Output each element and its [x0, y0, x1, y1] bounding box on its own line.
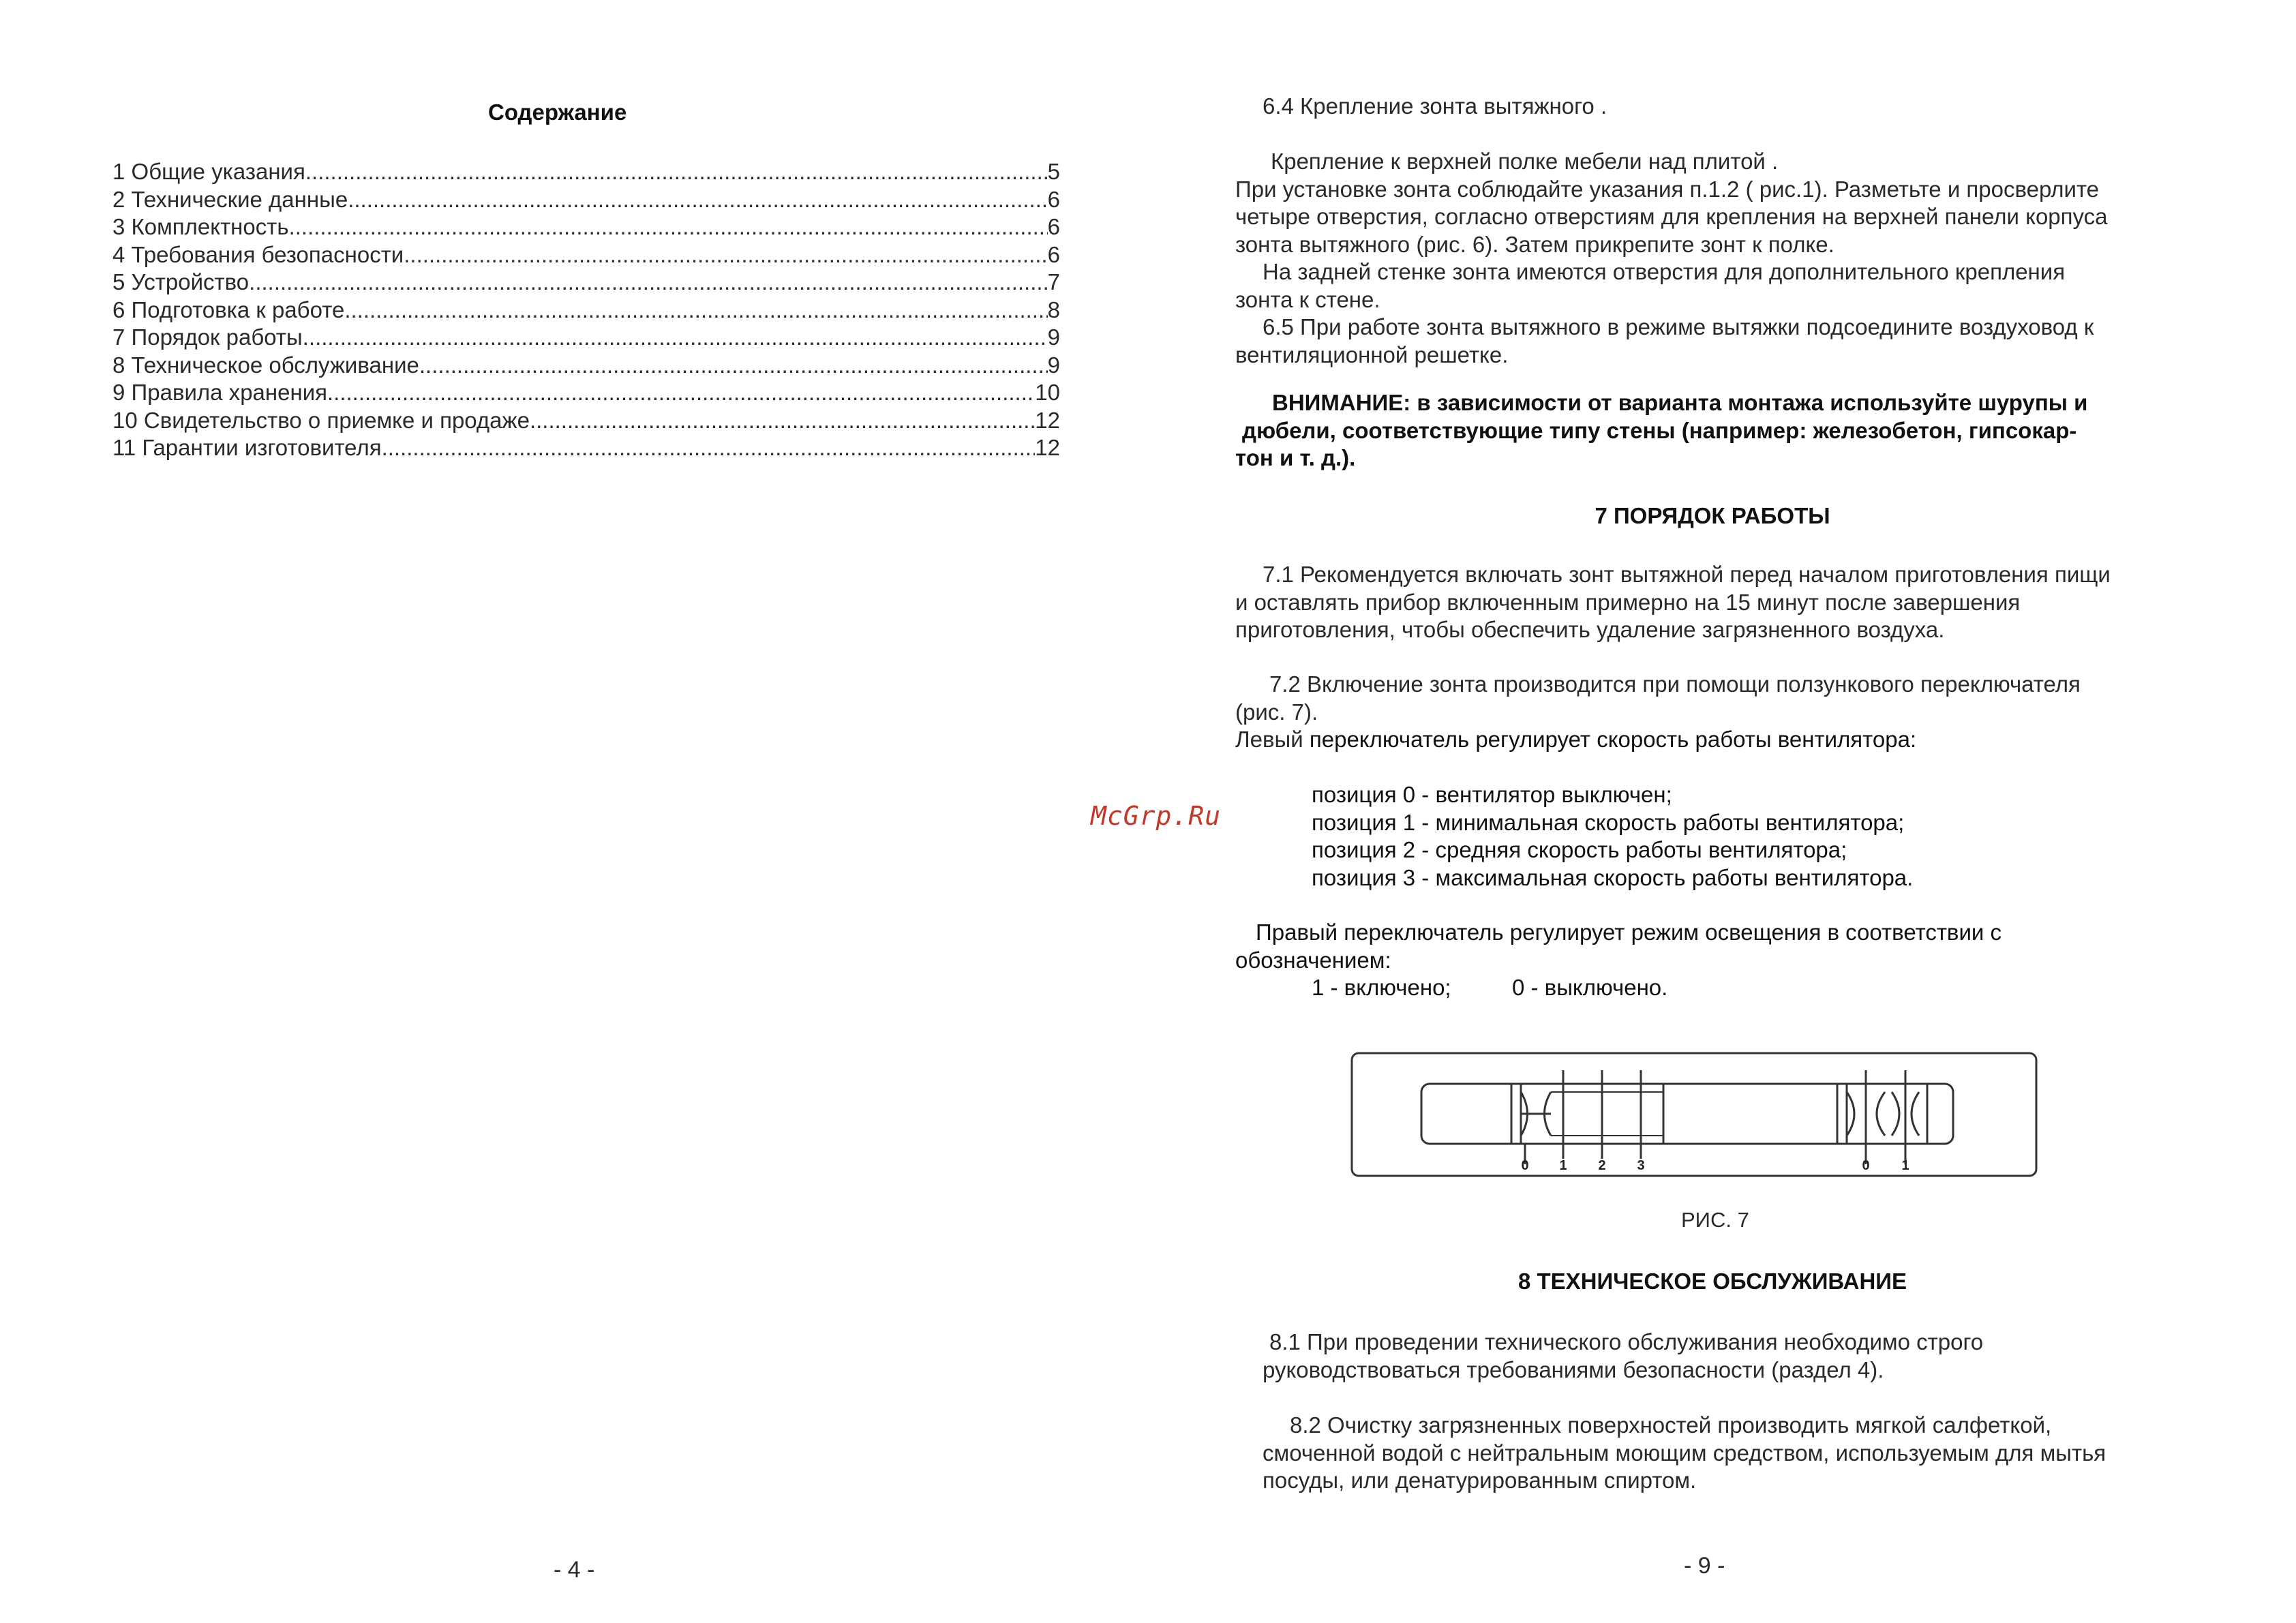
toc-item-label: 11 Гарантии изготовителя — [112, 435, 382, 460]
toc-leader — [305, 158, 1048, 186]
fan-position-label: 0 — [1521, 1158, 1529, 1173]
paragraph-line: зонта к стене. — [1235, 286, 1380, 312]
paragraph-line: вентиляционной решетке. — [1235, 342, 1509, 367]
toc-leader — [289, 213, 1048, 241]
toc-item[interactable] — [112, 434, 1060, 462]
toc-item[interactable] — [112, 269, 1060, 297]
toc-leader — [419, 352, 1048, 380]
figure-7-switch-panel — [1346, 1050, 2042, 1183]
toc-item[interactable] — [112, 407, 1060, 435]
paragraph-line: приготовления, чтобы обеспечить удаление загрязненного воздуха. — [1235, 617, 1945, 642]
warning-line: ВНИМАНИЕ: в зависимости от варианта монтажа используйте шурупы и — [1272, 390, 2088, 415]
toc-item-page: 6 — [1047, 214, 1060, 239]
toc-item-page: 10 — [1035, 380, 1060, 405]
paragraph-line: и оставлять прибор включенным примерно на 15 минут после завершения — [1235, 589, 2021, 615]
light-position-label: 1 — [1901, 1158, 1909, 1173]
left-switch-prefix: Левый — [1235, 727, 1310, 752]
paragraph-line: (рис. 7). — [1235, 699, 1318, 725]
toc-item-page: 8 — [1047, 297, 1060, 322]
paragraph-line — [1235, 726, 1916, 754]
fan-position-label: 2 — [1598, 1158, 1606, 1173]
toc-item-label: 1 Общие указания — [112, 159, 305, 184]
toc-item[interactable] — [112, 324, 1060, 352]
toc-item[interactable] — [112, 186, 1060, 214]
list-item: позиция 1 - минимальная скорость работы вентилятора; — [1312, 809, 1905, 835]
toc-item-page: 9 — [1047, 324, 1060, 350]
page-number-right: - 9 - — [1684, 1553, 1725, 1579]
watermark: McGrp.Ru — [1091, 801, 1222, 831]
toc-item-page: 12 — [1035, 435, 1060, 460]
list-item: позиция 3 - максимальная скорость работы вентилятора. — [1312, 864, 1914, 890]
toc-leader — [303, 324, 1048, 352]
toc-item[interactable] — [112, 241, 1060, 269]
paragraph-line: посуды, или денатурированным спиртом. — [1263, 1468, 1697, 1493]
toc-item[interactable] — [112, 297, 1060, 324]
list-item: позиция 2 - средняя скорость работы вентилятора; — [1312, 837, 1847, 862]
toc-item-label: 9 Правила хранения — [112, 380, 327, 405]
paragraph-line: смоченной водой с нейтральным моющим средством, используемым для мытья — [1263, 1440, 2106, 1466]
paragraph-line: Крепление к верхней полке мебели над плитой . — [1271, 149, 1779, 174]
paragraph-line: руководствоваться требованиями безопасности (раздел 4). — [1263, 1356, 1884, 1382]
toc-item-page: 5 — [1047, 159, 1060, 184]
toc-item-label: 5 Устройство — [112, 269, 250, 294]
toc-item-page: 7 — [1047, 269, 1060, 294]
left-switch-text: переключатель регулирует скорость работы вентилятора: — [1309, 727, 1917, 752]
paragraph-line: Правый переключатель регулирует режим освещения в соответствии с — [1256, 920, 2002, 945]
toc-leader — [382, 434, 1036, 462]
fan-position-label: 3 — [1637, 1158, 1645, 1173]
list-item: позиция 0 - вентилятор выключен; — [1312, 782, 1672, 807]
figure-caption: РИС. 7 — [1681, 1208, 1749, 1232]
page-number-left: - 4 - — [554, 1557, 595, 1583]
light-on-label: 1 - включено; — [1312, 975, 1451, 1000]
toc-item-page: 6 — [1047, 186, 1060, 212]
paragraph-line: обозначением: — [1235, 947, 1391, 973]
toc-item[interactable] — [112, 158, 1060, 186]
section-6-4-heading: 6.4 Крепление зонта вытяжного . — [1263, 93, 1607, 119]
slider-track — [1421, 1084, 1953, 1144]
panel-outline — [1352, 1053, 2036, 1176]
toc-leader — [249, 269, 1047, 297]
toc-item-page: 9 — [1047, 352, 1060, 378]
toc-item-page: 6 — [1047, 241, 1060, 267]
toc-item[interactable] — [112, 379, 1060, 407]
toc-item-page: 12 — [1035, 407, 1060, 433]
paragraph-line: зонта вытяжного (рис. 6). Затем прикрепите зонт к полке. — [1235, 231, 1834, 257]
toc-leader — [348, 186, 1047, 214]
paragraph-line: 7.1 Рекомендуется включать зонт вытяжной перед началом приготовления пищи — [1263, 562, 2111, 587]
warning-line: тон и т. д.). — [1235, 445, 1356, 470]
toc-leader — [327, 379, 1035, 407]
fan-position-label: 1 — [1559, 1158, 1567, 1173]
toc-item-label: 4 Требования безопасности — [112, 241, 404, 267]
toc-item-label: 7 Порядок работы — [112, 324, 303, 350]
toc-item-label: 6 Подготовка к работе — [112, 297, 345, 322]
toc-leader — [344, 297, 1047, 324]
section-7-title: 7 ПОРЯДОК РАБОТЫ — [1595, 503, 1830, 528]
toc-item[interactable] — [112, 352, 1060, 380]
paragraph-line: 8.1 При проведении технического обслуживания необходимо строго — [1269, 1329, 1984, 1354]
paragraph-line: 8.2 Очистку загрязненных поверхностей производить мягкой салфеткой, — [1290, 1412, 2052, 1438]
light-off-label: 0 - выключено. — [1512, 975, 1668, 1000]
toc-item-label: 3 Комплектность — [112, 214, 289, 239]
toc-leader — [530, 407, 1035, 435]
paragraph-line: 7.2 Включение зонта производится при помощи ползункового переключателя — [1269, 671, 2081, 697]
toc-item-label: 8 Техническое обслуживание — [112, 352, 419, 378]
light-position-label: 0 — [1862, 1158, 1870, 1173]
paragraph-line: При установке зонта соблюдайте указания п.1.2 ( рис.1). Разметьте и просверлите — [1235, 176, 2100, 202]
paragraph-line: На задней стенке зонта имеются отверстия для дополнительного крепления — [1263, 259, 2066, 284]
toc-item-label: 10 Свидетельство о приемке и продаже — [112, 407, 530, 433]
toc-item[interactable] — [112, 213, 1060, 241]
paragraph-line: 6.5 При работе зонта вытяжного в режиме вытяжки подсоедините воздуховод к — [1263, 314, 2094, 339]
toc-item-label: 2 Технические данные — [112, 186, 348, 212]
toc-leader — [404, 241, 1047, 269]
paragraph-line: четыре отверстия, согласно отверстиям для крепления на верхней панели корпуса — [1235, 204, 2108, 229]
section-8-title: 8 ТЕХНИЧЕСКОЕ ОБСЛУЖИВАНИЕ — [1517, 1269, 1907, 1294]
warning-line: дюбели, соответствующие типу стены (например: железобетон, гипсокар- — [1242, 417, 2077, 443]
toc-title: Содержание — [488, 100, 627, 125]
